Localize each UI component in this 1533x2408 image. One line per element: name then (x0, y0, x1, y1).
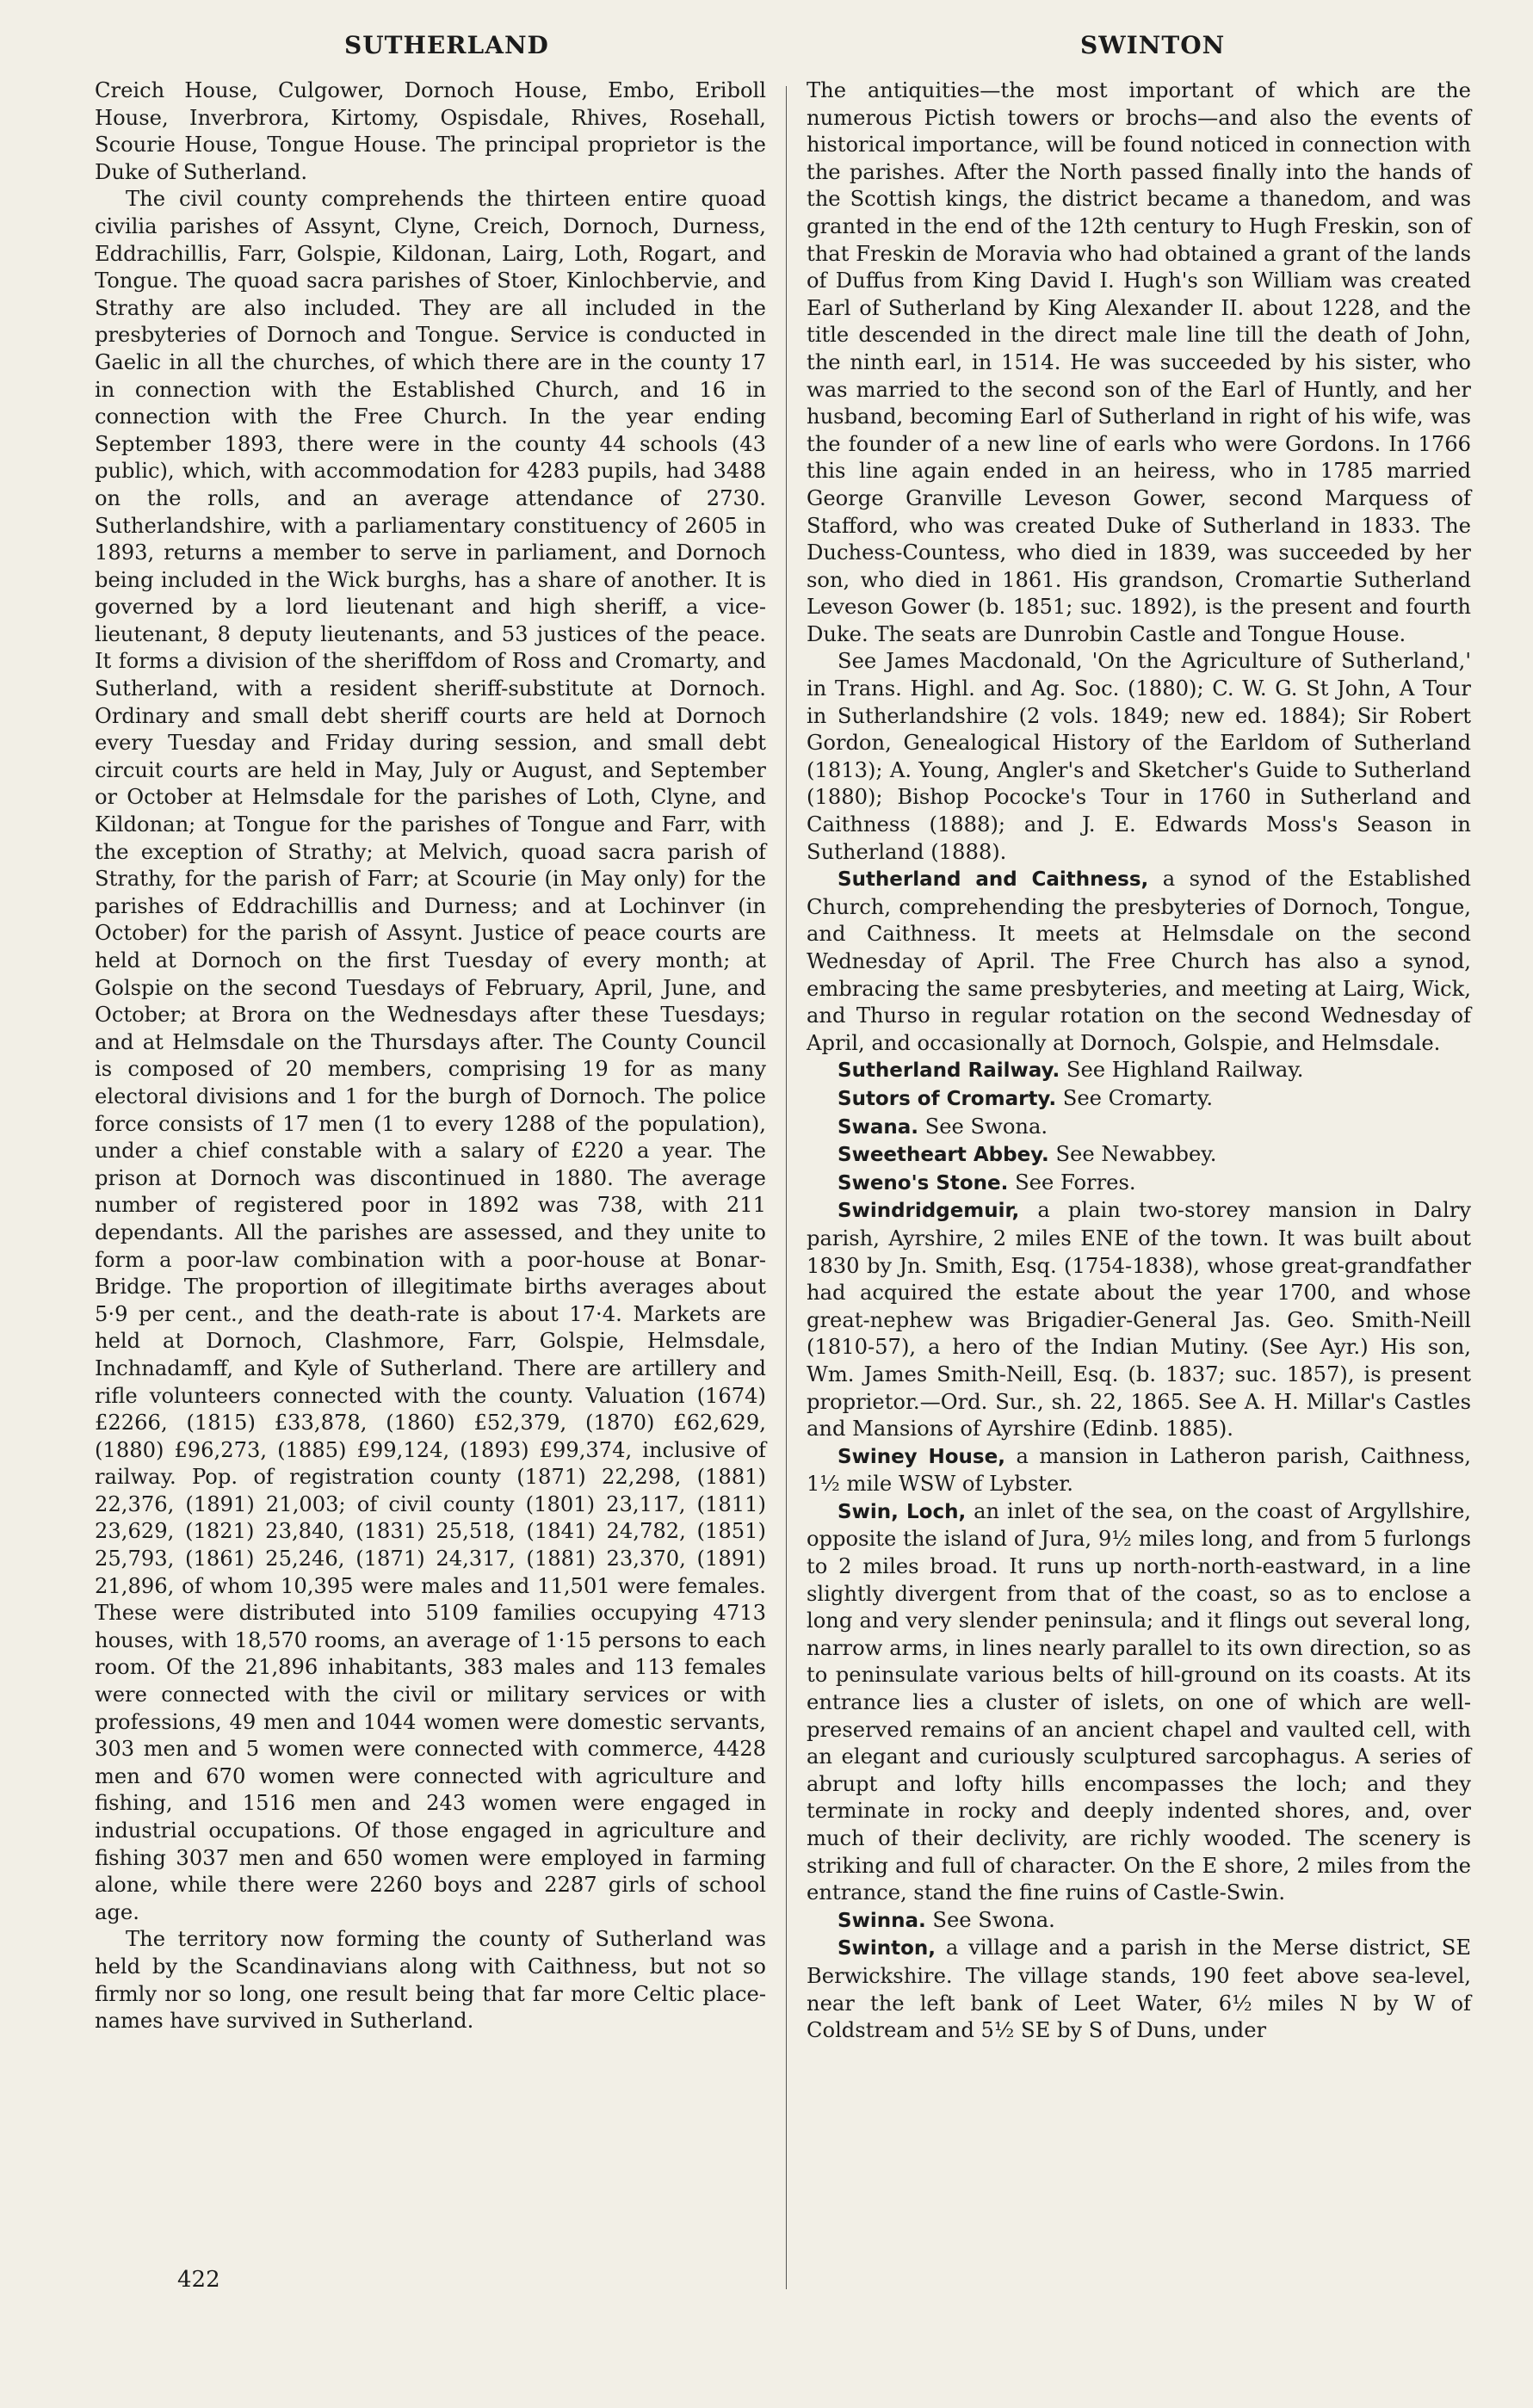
entry-headword: Sweetheart Abbey. (838, 1144, 1049, 1167)
paragraph: The territory now forming the county of Sutherland was held by the Scandinavians along with Caithness, but not so firmly nor so long, one result being that far more Celtic place-names have survived in Sutherland. (95, 1927, 766, 2034)
paragraph: Creich House, Culgower, Dornoch House, Embo, Eriboll House, Inverbrora, Kirtomy, Ospisdale, Rhives, Rosehall, Scourie House, Tongue House. The principal proprietor is the Duke of Sutherland. (95, 78, 766, 184)
paragraph: The antiquities—the most important of which are the numerous Pictish towers or brochs—and also the events of historical importance, will be found noticed in connection with the parishes. After the North passed finally into the hands of the Scottish kings, the district became a thanedom, and was granted in the end of the 12th century to Hugh Freskin, son of that Freskin de Moravia who had obtained a grant of the lands of Duffus from King David I. Hugh's son William was created Earl of Sutherland by King Alexander II. about 1228, and the title descended in the direct male line till the death of John, the ninth earl, in 1514. He was succeeded by his sister, who was married to the second son of the Earl of Huntly, and her husband, becoming Earl of Sutherland in right of his wife, was the founder of a new line of earls who were Gordons. In 1766 this line again ended in an heiress, who in 1785 married George Granville Leveson Gower, second Marquess of Stafford, who was created Duke of Sutherland in 1833. The Duchess-Countess, who died in 1839, was succeeded by her son, who died in 1861. His grandson, Cromartie Sutherland Leveson Gower (b. 1851; suc. 1892), is the present and fourth Duke. The seats are Dunrobin Castle and Tongue House. (807, 78, 1471, 646)
entry-text: a mansion in Latheron parish, Caithness, 1½ mile WSW of Lybster. (807, 1443, 1471, 1497)
gazetteer-entry (807, 1057, 1471, 1085)
left-column (95, 77, 766, 2035)
entry-headword: Swinton, (838, 1937, 936, 1960)
entry-text: a village and a parish in the Merse district, SE Berwickshire. The village stands, 190 feet above sea-level, near the left bank of Leet Water, 6½ miles N by W of Coldstream and 5½ SE by S of Duns, under (807, 1936, 1471, 2043)
entry-headword: Swiney House, (838, 1445, 1005, 1468)
column-divider (786, 86, 787, 2289)
entry-text: See Cromarty. (1056, 1085, 1214, 1110)
gazetteer-entry (807, 866, 1471, 1057)
running-head-left: SUTHERLAND (344, 31, 549, 59)
entry-text: a synod of the Established Church, comprehending the presbyteries of Dornoch, Tongue, and Caithness. It meets at Helmsdale on the second Wednesday of April. The Free Church has also a synod, embracing the same presbyteries, and meeting at Lairg, Wick, and Thurso in regular rotation on the second Wednesday of April, and occasionally at Dornoch, Golspie, and Helmsdale. (807, 867, 1471, 1055)
gazetteer-entry (807, 1197, 1471, 1442)
entry-text: See Swona. (925, 1907, 1055, 1932)
gazetteer-entry (807, 1443, 1471, 1498)
entry-text: See Highland Railway. (1060, 1058, 1304, 1083)
gazetteer-entry (807, 1935, 1471, 2044)
entry-text: a plain two-storey mansion in Dalry parish, Ayrshire, 2 miles ENE of the town. It was built about 1830 by Jn. Smith, Esq. (1754-1838), whose great-grandfather had acquired the estate about the year 1700, and whose great-nephew was Brigadier-General Jas. Geo. Smith-Neill (1810-57), a hero of the Indian Mutiny. (See Ayr.) His son, Wm. James Smith-Neill, Esq. (b. 1837; suc. 1857), is present proprietor.—Ord. Sur., sh. 22, 1865. See A. H. Millar's Castles and Mansions of Ayrshire (Edinb. 1885). (807, 1198, 1471, 1442)
gazetteer-entry (807, 1170, 1471, 1198)
gazetteer-entry (807, 1141, 1471, 1170)
right-column (807, 77, 1471, 2045)
gazetteer-entry (807, 1498, 1471, 1907)
entry-text: See Newabbey. (1048, 1142, 1217, 1167)
paragraph: The civil county comprehends the thirteen entire quoad civilia parishes of Assynt, Clyne, Creich, Dornoch, Durness, Eddrachillis, Farr, Golspie, Kildonan, Lairg, Loth, Rogart, and Tongue. The quoad sacra parishes of Stoer, Kinlochbervie, and Strathy are also included. They are all included in the presbyteries of Dornoch and Tongue. Service is conducted in Gaelic in all the churches, of which there are in the county 17 in connection with the Established Church, and 16 in connection with the Free Church. In the year ending September 1893, there were in the county 44 schools (43 public), which, with accommodation for 4283 pupils, had 3488 on the rolls, and an average attendance of 2730. Sutherlandshire, with a parliamentary constituency of 2605 in 1893, returns a member to serve in parliament, and Dornoch being included in the Wick burghs, has a share of another. It is governed by a lord lieutenant and high sheriff, a vice-lieutenant, 8 deputy lieutenants, and 53 justices of the peace. It forms a division of the sheriffdom of Ross and Cromarty, and Sutherland, with a resident sheriff-substitute at Dornoch. Ordinary and small debt sheriff courts are held at Dornoch every Tuesday and Friday during session, and small debt circuit courts are held in May, July or August, and September or October at Helmsdale for the parishes of Loth, Clyne, and Kildonan; at Tongue for the parishes of Tongue and Farr, with the exception of Strathy; at Melvich, quoad sacra parish of Strathy, for the parish of Farr; at Scourie (in May only) for the parishes of Eddrachillis and Durness; and at Lochinver (in October) for the parish of Assynt. Justice of peace courts are held at Dornoch on the first Tuesday of every month; at Golspie on the second Tuesdays of February, April, June, and October; at Brora on the Wednesdays after these Tuesdays; and at Helmsdale on the Thursdays after. The County Council is composed of 20 members, comprising 19 for as many electoral divisions and 1 for the burgh of Dornoch. The police force consists of 17 men (1 to every 1288 of the population), under a chief constable with a salary of £220 a year. The prison at Dornoch was discontinued in 1880. The average number of registered poor in 1892 was 738, with 211 dependants. All the parishes are assessed, and they unite to form a poor-law combination with a poor-house at Bonar-Bridge. The proportion of illegitimate births averages about 5·9 per cent., and the death-rate is about 17·4. Markets are held at Dornoch, Clashmore, Farr, Golspie, Helmsdale, Inchnadamff, and Kyle of Sutherland. There are artillery and rifle volunteers connected with the county. Valuation (1674) £2266, (1815) £33,878, (1860) £52,379, (1870) £62,629, (1880) £96,273, (1885) £99,124, (1893) £99,374, inclusive of railway. Pop. of registration county (1871) 22,298, (1881) 22,376, (1891) 21,003; of civil county (1801) 23,117, (1811) 23,629, (1821) 23,840, (1831) 25,518, (1841) 24,782, (1851) 25,793, (1861) 25,246, (1871) 24,317, (1881) 23,370, (1891) 21,896, of whom 10,395 were males and 11,501 were females. These were distributed into 5109 families occupying 4713 houses, with 18,570 rooms, an average of 1·15 persons to each room. Of the 21,896 inhabitants, 383 males and 113 females were connected with the civil or military services or with professions, 49 men and 1044 women were domestic servants, 303 men and 5 women were connected with commerce, 4428 men and 670 women were connected with agriculture and fishing, and 1516 men and 243 women were engaged in industrial occupations. Of those engaged in agriculture and fishing 3037 men and 650 women were employed in farming alone, while there were 2260 boys and 2287 girls of school age. (95, 187, 766, 1924)
entry-text: See Swona. (918, 1114, 1048, 1139)
entry-headword: Sutherland Railway. (838, 1059, 1060, 1083)
entry-headword: Swin, Loch, (838, 1500, 967, 1523)
entry-headword: Swindridgemuir, (838, 1200, 1020, 1223)
entry-text: See Forres. (1008, 1170, 1136, 1195)
entry-text: an inlet of the sea, on the coast of Argyllshire, opposite the island of Jura, 9½ miles long, and from 5 furlongs to 2 miles broad. It runs up north-north-eastward, in a line slightly divergent from that of the coast, so as to enclose a long and very slender peninsula; and it flings out several long, narrow arms, in lines nearly parallel to its own direction, so as to peninsulate various belts of hill-ground on its coasts. At its entrance lies a cluster of islets, on one of which are well-preserved remains of an ancient chapel and vaulted cell, with an elegant and curiously sculptured sarcophagus. A series of abrupt and lofty hills encompasses the loch; and they terminate in rocky and deeply indented shores, and, over much of their declivity, are richly wooded. The scenery is striking and full of character. On the E shore, 2 miles from the entrance, stand the fine ruins of Castle-Swin. (807, 1498, 1471, 1905)
gazetteer-entry (807, 1085, 1471, 1114)
entry-headword: Swana. (838, 1115, 918, 1139)
paragraph: See James Macdonald, 'On the Agriculture of Sutherland,' in Trans. Highl. and Ag. Soc. (1880); C. W. G. St John, A Tour in Sutherlandshire (2 vols. 1849; new ed. 1884); Sir Robert Gordon, Genealogical History of the Earldom of Sutherland (1813); A. Young, Angler's and Sketcher's Guide to Sutherland (1880); Bishop Pococke's Tour in 1760 in Sutherland and Caithness (1888); and J. E. Edwards Moss's Season in Sutherland (1888). (807, 649, 1471, 864)
page-number: 422 (177, 2267, 220, 2293)
running-head-right: SWINTON (1080, 31, 1226, 59)
entry-headword: Sutors of Cromarty. (838, 1087, 1057, 1110)
entry-headword: Swinna. (838, 1909, 926, 1932)
entry-headword: Sutherland and Caithness, (838, 868, 1149, 892)
entry-headword: Sweno's Stone. (838, 1171, 1009, 1195)
gazetteer-entry (807, 1114, 1471, 1142)
gazetteer-entry (807, 1907, 1471, 1936)
